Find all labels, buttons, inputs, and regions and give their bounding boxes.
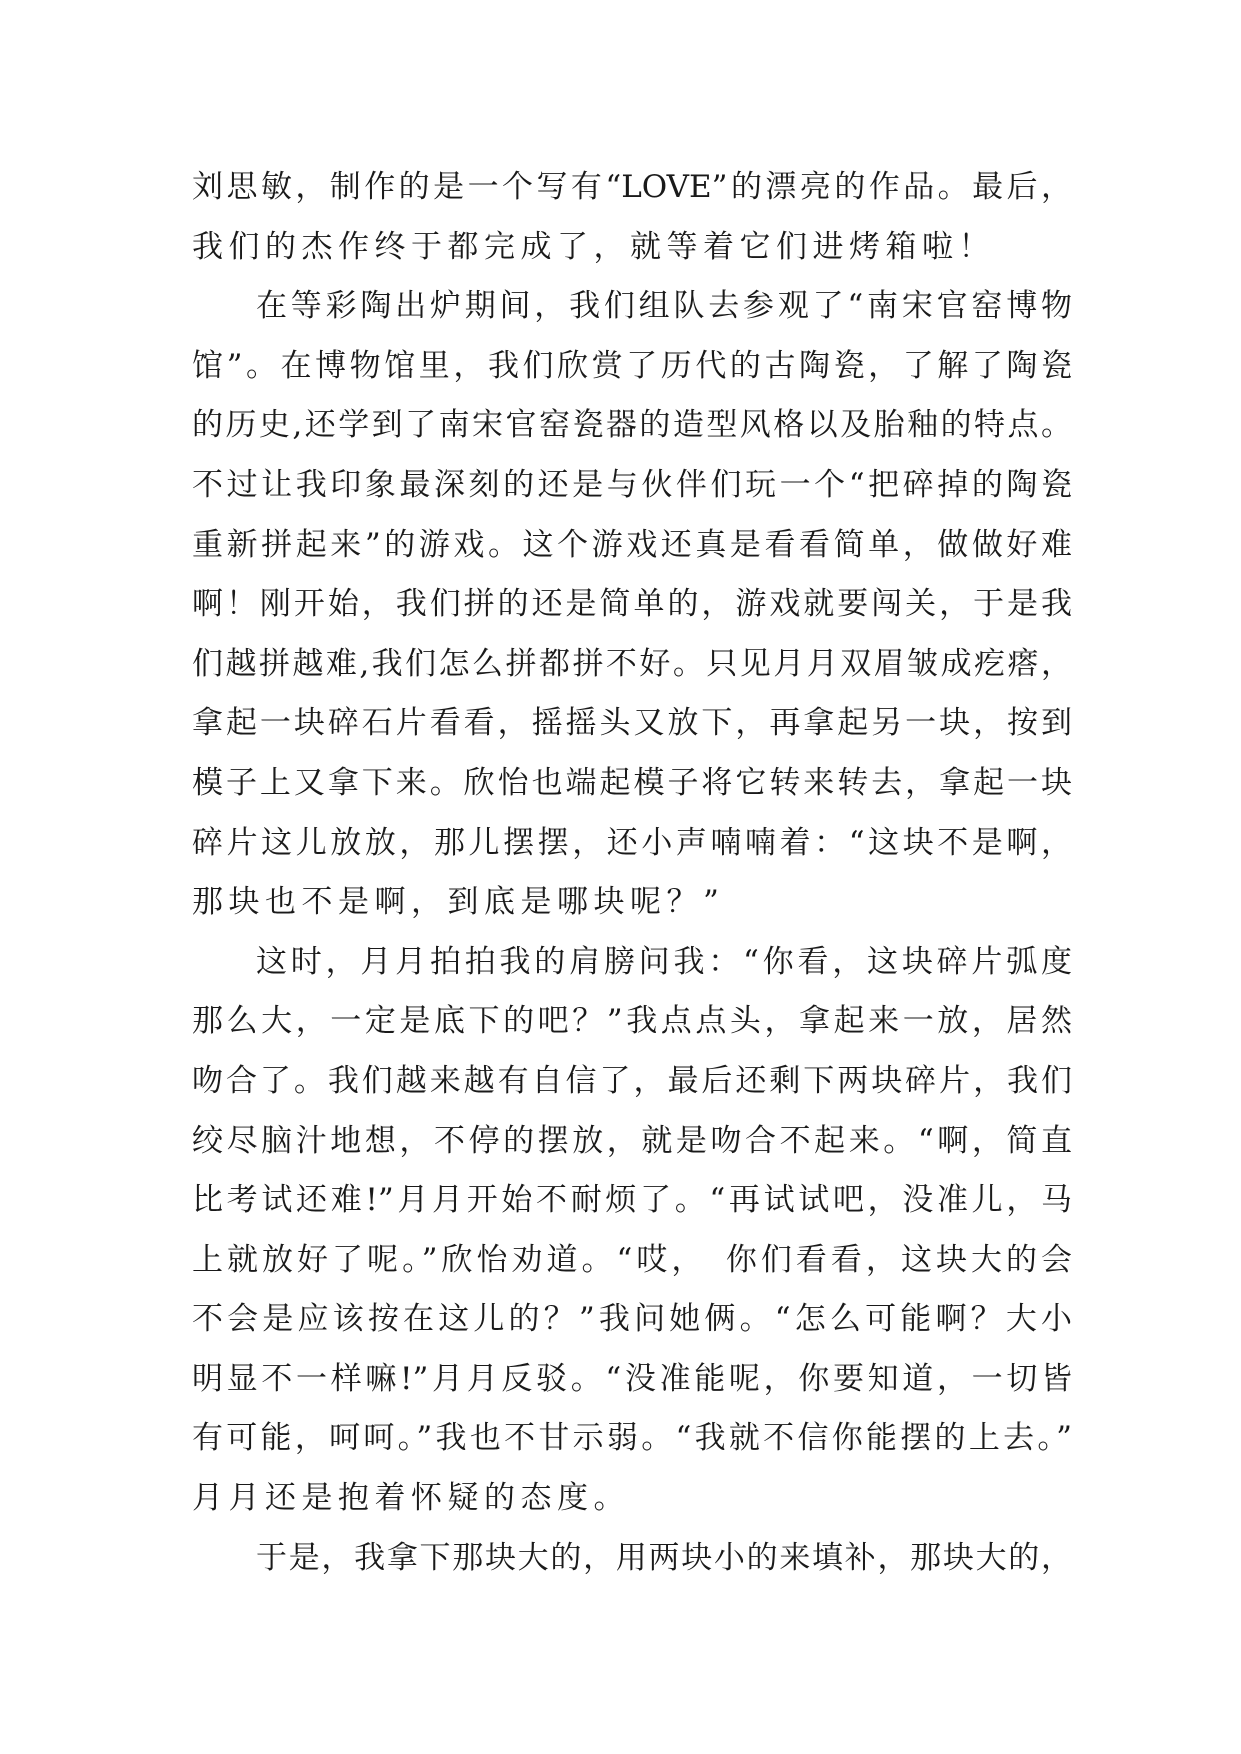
text-line: 于是，我拿下那块大的，用两块小的来填补，那块大的， [256,1539,1072,1576]
text-line: 上就放好了呢。”欣怡劝道。“哎， 你们看看，这块大的会 [192,1241,1072,1278]
text-line: 碎片这儿放放，那儿摆摆，还小声喃喃着：“这块不是啊， [192,824,1072,861]
text-line: 那块也不是啊，到底是哪块呢？” [192,884,725,921]
text-line: 吻合了。我们越来越有自信了，最后还剩下两块碎片，我们 [192,1062,1072,1099]
text-line: 明显不一样嘛!”月月反驳。“没准能呢，你要知道，一切皆 [192,1360,1072,1397]
text-line: 不过让我印象最深刻的还是与伙伴们玩一个“把碎掉的陶瓷 [192,466,1072,503]
text-line: 馆”。在博物馆里，我们欣赏了历代的古陶瓷，了解了陶瓷 [192,347,1072,384]
text-line: 比考试还难!”月月开始不耐烦了。“再试试吧，没准儿，马 [192,1182,1072,1219]
text-line: 在等彩陶出炉期间，我们组队去参观了“南宋官窑博物 [256,288,1072,325]
text-line: 这时，月月拍拍我的肩膀问我：“你看，这块碎片弧度 [256,943,1072,980]
text-line: 重新拼起来”的游戏。这个游戏还真是看看简单，做做好难 [192,526,1072,563]
text-line: 啊！刚开始，我们拼的还是简单的，游戏就要闯关，于是我 [192,586,1072,623]
text-line: 我们的杰作终于都完成了，就等着它们进烤箱啦！ [192,228,995,265]
text-line: 月月还是抱着怀疑的态度。 [192,1480,630,1517]
text-line: 们越拼越难,我们怎么拼都拼不好。只见月月双眉皱成疙瘩， [192,645,1072,682]
text-line: 拿起一块碎石片看看，摇摇头又放下，再拿起另一块，按到 [192,705,1072,742]
text-line: 刘思敏，制作的是一个写有“LOVE”的漂亮的作品。最后， [192,169,1072,205]
text-line: 的历史,还学到了南宋官窑瓷器的造型风格以及胎釉的特点。 [192,407,1072,444]
text-line: 模子上又拿下来。欣怡也端起模子将它转来转去，拿起一块 [192,764,1072,801]
text-line: 绞尽脑汁地想，不停的摆放，就是吻合不起来。“啊，简直 [192,1122,1072,1159]
text-line: 那么大，一定是底下的吧？”我点点头，拿起来一放，居然 [192,1003,1072,1040]
body-text [192,158,1072,1588]
text-line: 不会是应该按在这儿的？”我问她俩。“怎么可能啊？大小 [192,1301,1072,1338]
text-line: 有可能，呵呵。”我也不甘示弱。“我就不信你能摆的上去。” [192,1420,1072,1457]
